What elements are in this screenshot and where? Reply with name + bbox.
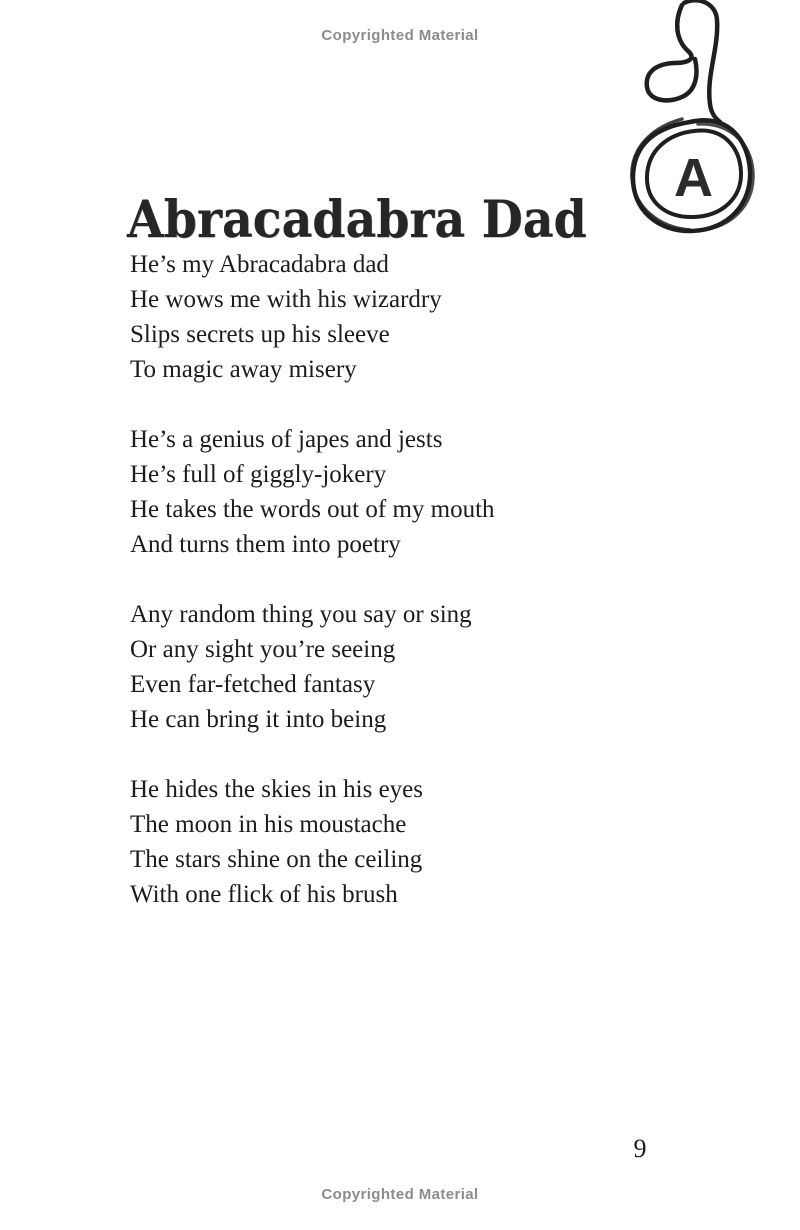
poem-stanza-4 bbox=[130, 772, 610, 912]
poem-line: Even far-fetched fantasy bbox=[130, 671, 376, 698]
poem-stanza-2 bbox=[130, 422, 610, 562]
poem-line: With one flick of his brush bbox=[130, 881, 398, 908]
poem-line: He takes the words out of my mouth bbox=[130, 496, 495, 523]
poem-line: He’s my Abracadabra dad bbox=[130, 251, 389, 278]
poem-line: Any random thing you say or sing bbox=[130, 601, 472, 628]
poem-line: He hides the skies in his eyes bbox=[130, 776, 424, 803]
copyright-notice-top: Copyrighted Material bbox=[321, 27, 479, 44]
poem-stanza-1 bbox=[130, 247, 610, 387]
poem-line: The stars shine on the ceiling bbox=[130, 846, 423, 873]
poem-stanza-3 bbox=[130, 597, 610, 737]
poem-line: He wows me with his wizardry bbox=[130, 286, 442, 313]
poem-title: Abracadabra Dad bbox=[127, 190, 587, 251]
poem-line: He can bring it into being bbox=[130, 706, 387, 733]
poem-line: He’s a genius of japes and jests bbox=[130, 426, 443, 453]
poem-line: He’s full of giggly-jokery bbox=[130, 461, 387, 488]
copyright-notice-bottom: Copyrighted Material bbox=[321, 1186, 479, 1203]
poem-line: The moon in his moustache bbox=[130, 811, 407, 838]
poem-body bbox=[130, 247, 610, 947]
poem-line: Slips secrets up his sleeve bbox=[130, 321, 390, 348]
chapter-letter-doodle bbox=[624, 0, 760, 240]
scribble-circle-icon bbox=[624, 0, 760, 240]
poem-line: Or any sight you’re seeing bbox=[130, 636, 396, 663]
page-number: 9 bbox=[633, 1134, 647, 1163]
chapter-letter: A bbox=[674, 148, 713, 208]
poem-line: And turns them into poetry bbox=[130, 531, 401, 558]
poem-line: To magic away misery bbox=[130, 356, 357, 383]
